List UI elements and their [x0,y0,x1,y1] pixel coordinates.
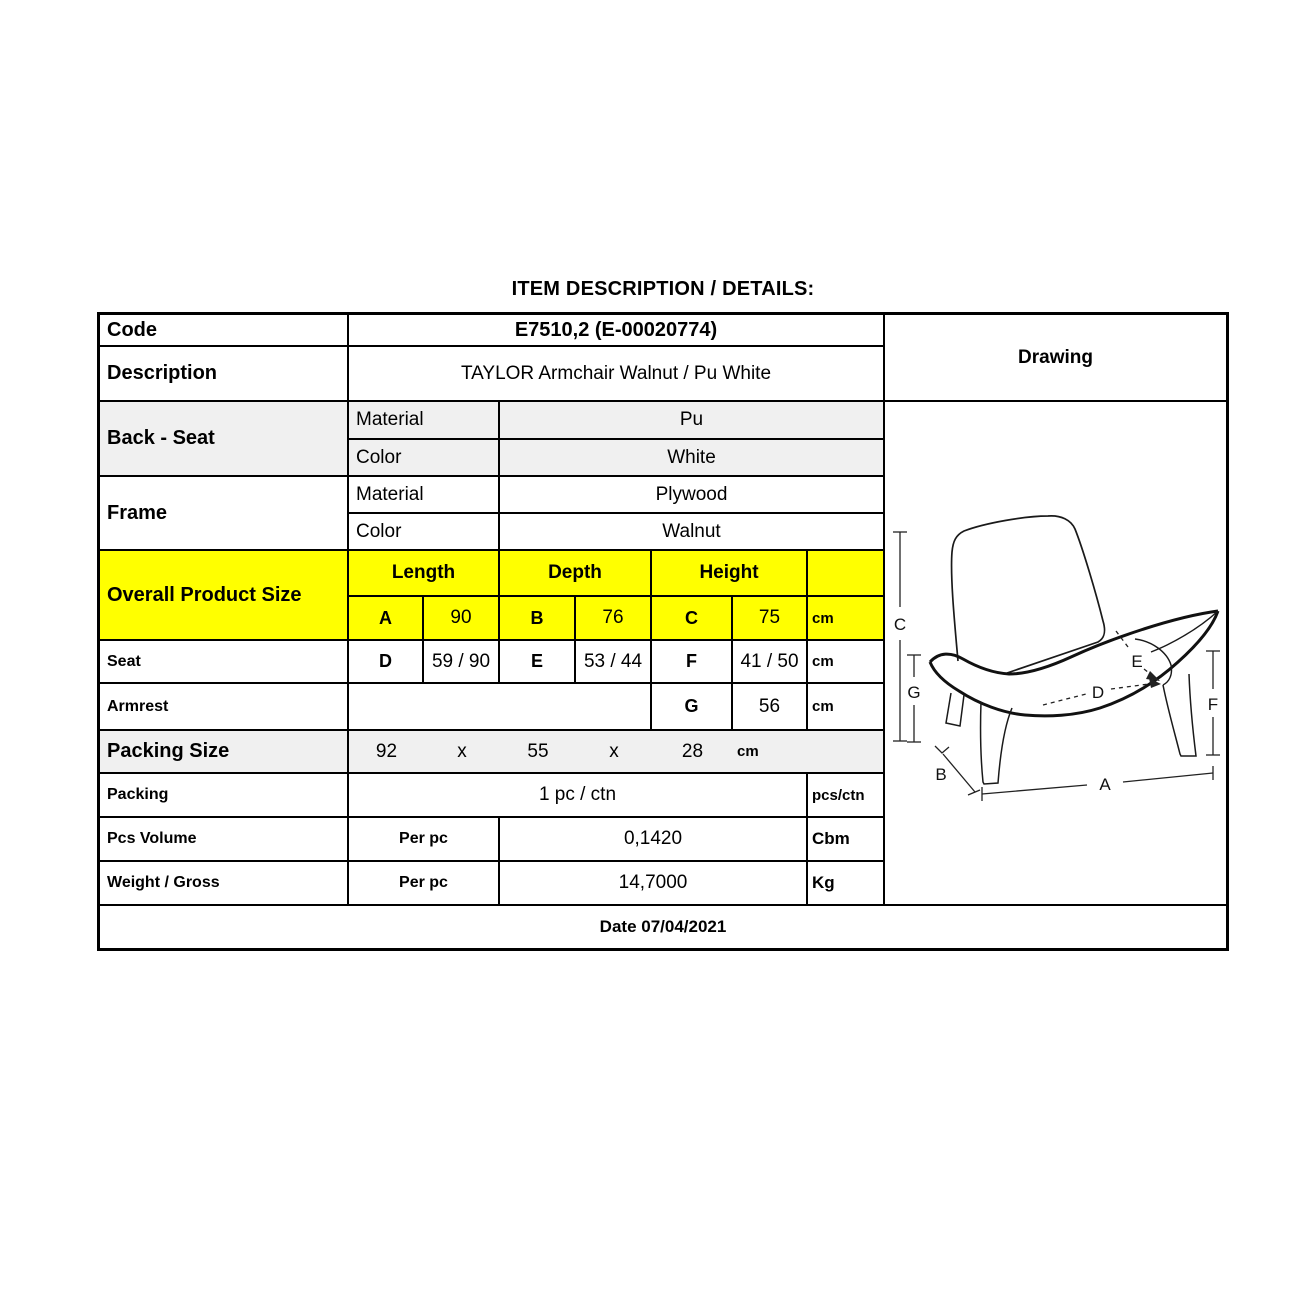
description-value: TAYLOR Armchair Walnut / Pu White [349,347,885,402]
frame-material-value: Plywood [500,477,885,514]
dim-label-b: B [935,765,947,784]
page-title: ITEM DESCRIPTION / DETAILS: [511,278,815,300]
weight-value: 14,7000 [500,862,808,906]
weight-per: Per pc [349,862,500,906]
dim-a-value: 90 [424,597,500,641]
packing-size-values [349,731,885,774]
dim-c-letter: C [652,597,733,641]
back-seat-label: Back - Seat [100,402,349,477]
dim-e-letter: E [500,641,576,684]
dim-g-value: 56 [733,684,808,731]
packing-label: Packing [100,774,349,818]
dim-b-letter: B [500,597,576,641]
packing-size-x1: x [457,740,467,762]
overall-size-label: Overall Product Size [100,551,349,641]
size-header-spacer [808,551,885,597]
dim-b-value: 76 [576,597,652,641]
height-header: Height [652,551,808,597]
armrest-spacer [349,684,652,731]
pcs-volume-value: 0,1420 [500,818,808,862]
code-label: Code [100,315,349,347]
frame-label: Frame [100,477,349,551]
dim-g-letter: G [652,684,733,731]
dim-f-letter: F [652,641,733,684]
frame-material-label: Material [349,477,500,514]
frame-color-label: Color [349,514,500,551]
dim-label-a: A [1099,775,1111,794]
dim-a-letter: A [349,597,424,641]
dim-line-d [1043,678,1161,705]
weight-unit: Kg [808,862,885,906]
date-row: Date 07/04/2021 [100,906,1226,948]
pcs-volume-label: Pcs Volume [100,818,349,862]
dim-d-value: 59 / 90 [424,641,500,684]
dim-c-value: 75 [733,597,808,641]
dim-line-e [1116,631,1160,681]
dim-line-f [1206,651,1220,755]
armrest-unit: cm [808,684,885,731]
packing-size-v3: 28 [681,740,704,762]
dim-label-f: F [1207,695,1219,714]
armrest-label: Armrest [100,684,349,731]
dim-line-g [907,655,921,742]
chair-rear-left-leg [946,693,964,726]
code-value: E7510,2 (E-00020774) [349,315,885,347]
back-seat-color-label: Color [349,440,500,477]
chair-back-outline [952,516,1105,673]
pcs-volume-per: Per pc [349,818,500,862]
dim-f-value: 41 / 50 [733,641,808,684]
dim-label-c: C [893,615,907,634]
packing-size-v1: 92 [375,740,398,762]
dim-label-e: E [1131,652,1143,671]
dim-line-a [982,766,1213,801]
seat-label: Seat [100,641,349,684]
dim-label-d: D [1091,683,1105,702]
dim-e-value: 53 / 44 [576,641,652,684]
dim-label-g: G [907,683,921,702]
packing-size-v2: 55 [527,740,549,762]
frame-color-value: Walnut [500,514,885,551]
length-header: Length [349,551,500,597]
back-seat-material-label: Material [349,402,500,440]
drawing-header: Drawing [885,315,1226,402]
pcs-volume-unit: Cbm [808,818,885,862]
dim-d-letter: D [349,641,424,684]
packing-size-x2: x [609,740,619,762]
back-seat-material-value: Pu [500,402,885,440]
chair-rear-right-leg [1163,674,1196,756]
packing-value: 1 pc / ctn [349,774,808,818]
packing-size-unit: cm [737,743,759,760]
packing-unit: pcs/ctn [808,774,885,818]
chair-drawing [885,402,1224,904]
drawing-cell [885,402,1226,906]
packing-size-label: Packing Size [100,731,349,774]
overall-unit: cm [808,597,885,641]
dim-line-c [893,532,907,741]
spec-table [97,312,1229,951]
description-label: Description [100,347,349,402]
depth-header: Depth [500,551,652,597]
seat-unit: cm [808,641,885,684]
dim-line-b [935,746,980,795]
chair-front-leg [981,702,1012,784]
weight-label: Weight / Gross [100,862,349,906]
back-seat-color-value: White [500,440,885,477]
